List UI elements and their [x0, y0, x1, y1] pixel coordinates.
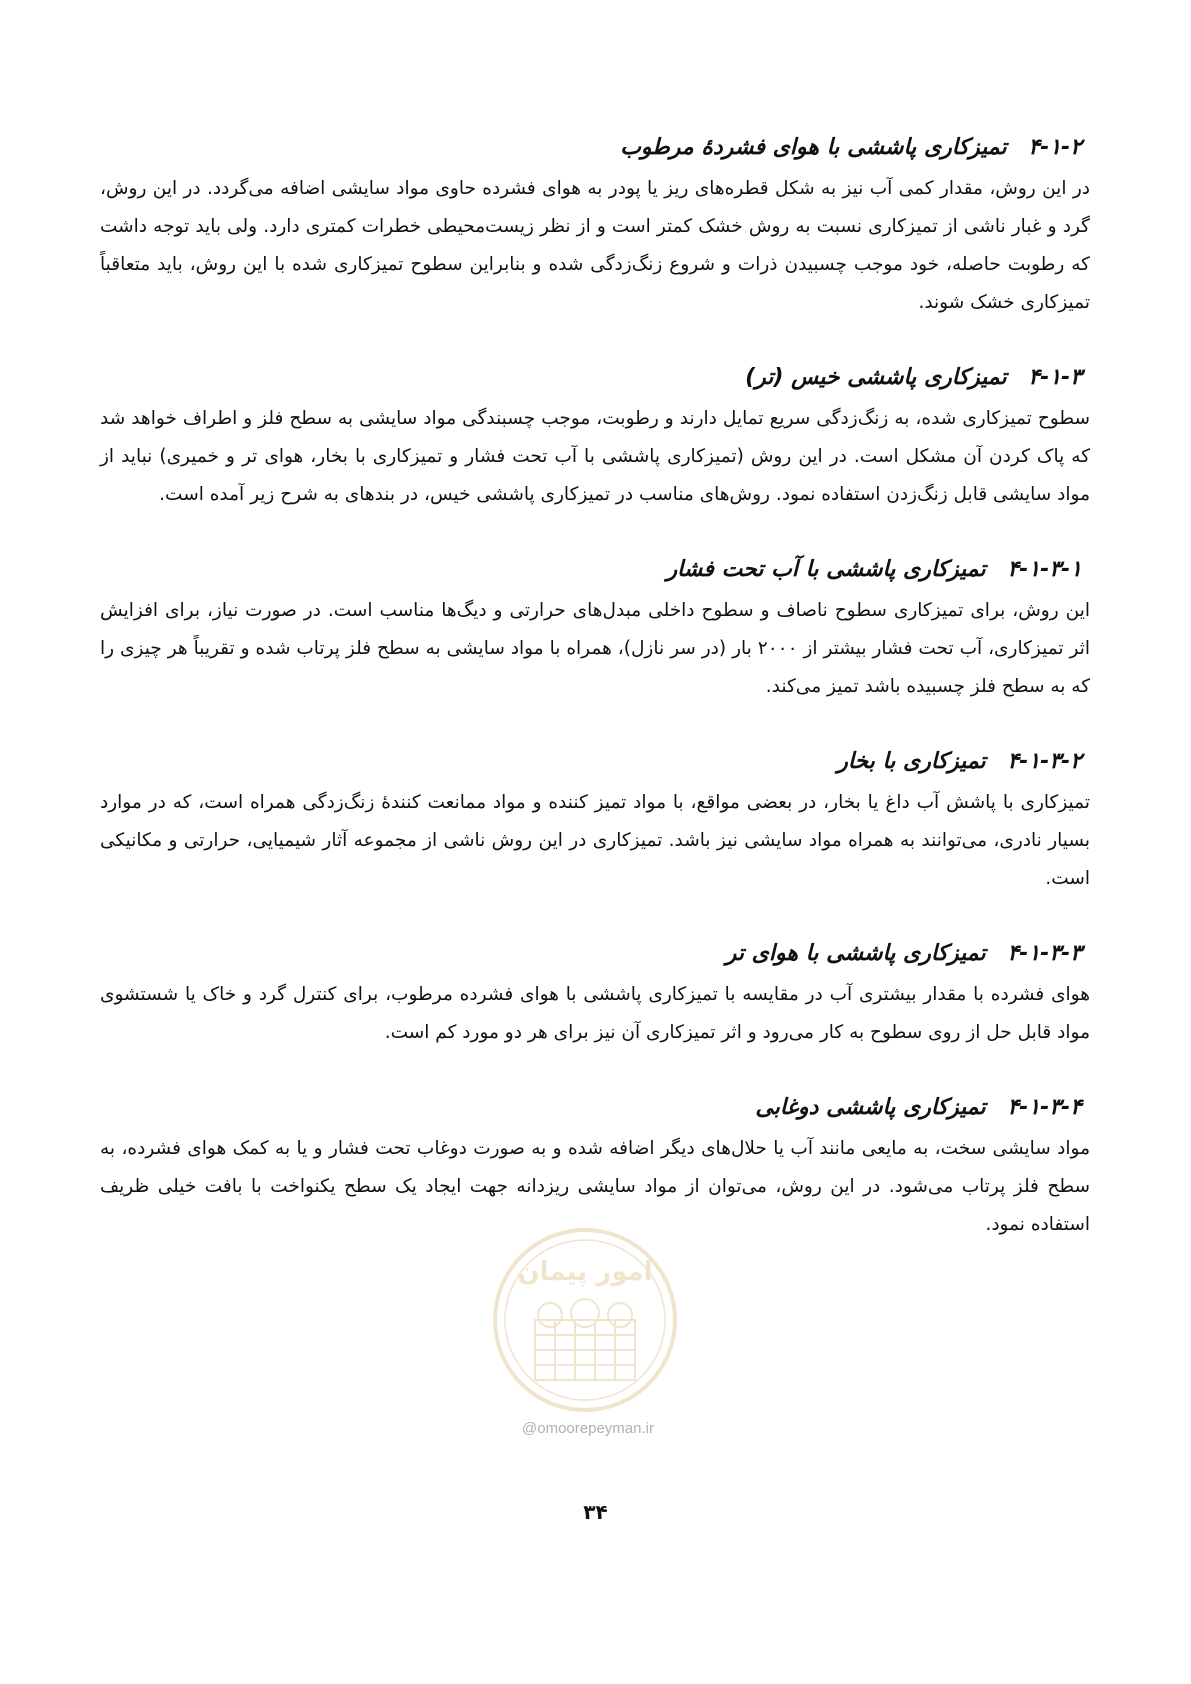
section-4-1-2 [100, 130, 1090, 322]
document-body [100, 130, 1090, 1282]
section-4-1-3-4 [100, 1090, 1090, 1244]
section-number: ۴-۱-۳-۳ [1007, 941, 1082, 966]
section-number: ۴-۱-۳-۲ [1007, 749, 1082, 774]
section-paragraph: سطوح تمیزکاری شده، به زنگ‌زدگی سریع تمایل دارند و رطوبت، موجب چسبندگی مواد سایشی به سطح فلز و اطراف خواهد شد که پاک کردن آن مشکل است. در این روش (تمیزکاری پاششی با آب تحت فشار و تمیزکاری با بخار، هوای تر و خمیری) نباید از مواد سایشی قابل زنگ‌زدن استفاده نمود. روش‌های مناسب در تمیزکاری پاششی خیس، در بندهای به شرح زیر آمده است. [100, 408, 1090, 505]
section-paragraph: در این روش، مقدار کمی آب نیز به شکل قطره‌های ریز یا پودر به هوای فشرده حاوی مواد سایشی اضافه می‌گردد. در این روش، گرد و غبار ناشی از تمیزکاری نسبت به روش خشک کمتر است و از نظر زیست‌محیطی خطرات کمتری دارد. ولی باید توجه داشت که رطوبت حاصله، خود موجب چسبیدن ذرات و شروع زنگ‌زدگی شده و بنابراین سطوح تمیزکاری شده با این روش، باید متعاقباً تمیزکاری خشک شوند. [100, 178, 1090, 313]
section-4-1-3-2 [100, 744, 1090, 898]
section-heading [100, 130, 1090, 166]
section-paragraph: تمیزکاری با پاشش آب داغ یا بخار، در بعضی مواقع، با مواد تمیز کننده و مواد ممانعت کنندهٔ زنگ‌زدگی همراه است، که در موارد بسیار نادری، می‌توانند به همراه مواد سایشی نیز باشد. تمیزکاری در این روش ناشی از مجموعه آثار شیمیایی، حرارتی و مکانیکی است. [100, 792, 1090, 889]
section-heading [100, 744, 1090, 780]
section-heading [100, 1090, 1090, 1126]
section-title: تمیزکاری پاششی با هوای تر [725, 941, 986, 966]
watermark-logo-text: امور پیمان [517, 1257, 653, 1287]
section-title: تمیزکاری پاششی خیس (تر) [745, 365, 1007, 390]
section-title: تمیزکاری پاششی با آب تحت فشار [666, 557, 986, 582]
section-4-1-3 [100, 360, 1090, 514]
section-paragraph: هوای فشرده با مقدار بیشتری آب در مقایسه با تمیزکاری پاششی با هوای فشرده مرطوب، برای کنترل گرد و خاک یا شستشوی مواد قابل حل از روی سطوح به کار می‌رود و اثر تمیزکاری آن نیز برای هر دو مورد کم است. [100, 984, 1090, 1043]
watermark-url: @omoorepeyman.ir [522, 1420, 654, 1437]
section-title: تمیزکاری پاششی دوغابی [755, 1095, 986, 1120]
section-title: تمیزکاری با بخار [837, 749, 986, 774]
section-4-1-3-3 [100, 936, 1090, 1052]
section-paragraph: این روش، برای تمیزکاری سطوح ناصاف و سطوح داخلی مبدل‌های حرارتی و دیگ‌ها مناسب است. در صورت نیاز، برای افزایش اثر تمیزکاری، آب تحت فشار بیشتر از ۲۰۰۰ بار (در سر نازل)، همراه با مواد سایشی به سطح فلز پرتاب شده و تقریباً هر چیزی را که به سطح فلز چسبیده باشد تمیز می‌کند. [100, 600, 1091, 697]
section-4-1-3-1 [100, 552, 1090, 706]
section-title: تمیزکاری پاششی با هوای فشردهٔ مرطوب [620, 135, 1007, 160]
section-number: ۴-۱-۳ [1028, 365, 1082, 390]
section-heading [100, 552, 1090, 588]
section-heading [100, 936, 1090, 972]
section-number: ۴-۱-۲ [1028, 135, 1082, 160]
section-paragraph: مواد سایشی سخت، به مایعی مانند آب یا حلال‌های دیگر اضافه شده و به صورت دوغاب تحت فشار و یا به کمک هوای فشرده، به سطح فلز پرتاب می‌شود. در این روش، می‌توان از مواد سایشی ریزدانه جهت ایجاد یک سطح یکنواخت با بافت خیلی ظریف استفاده نمود. [100, 1138, 1090, 1235]
section-heading [100, 360, 1090, 396]
section-number: ۴-۱-۳-۴ [1007, 1095, 1082, 1120]
section-number: ۴-۱-۳-۱ [1007, 557, 1082, 582]
page-number: ۳۴ [583, 1500, 608, 1524]
